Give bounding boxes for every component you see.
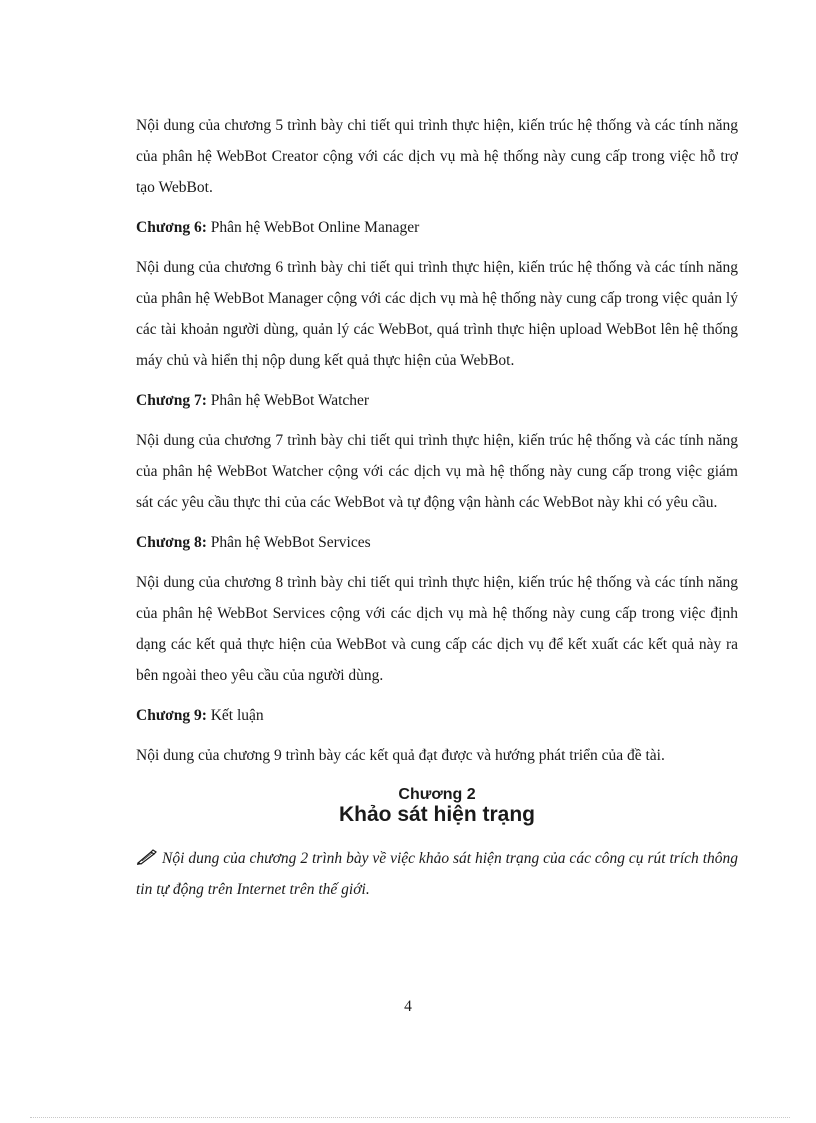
- chapter-heading-block: [136, 787, 738, 827]
- chapter-9-title: Kết luận: [210, 707, 264, 724]
- paragraph-chapter-6-summary: Nội dung của chương 6 trình bày chi tiết qui trình thực hiện, kiến trúc hệ thống và các tính năng của phân hệ WebBot Manager cộng với các dịch vụ mà hệ thống này cung cấp trong việc quản lý các tài khoản người dùng, quản lý các WebBot, quá trình thực hiện upload WebBot lên hệ thống máy chủ và hiển thị nộp dung kết quả thực hiện của WebBot.: [136, 259, 738, 369]
- chapter-8-label: Chương 8:: [136, 534, 207, 551]
- page-number: 4: [404, 998, 412, 1015]
- chapter-8-title: Phân hệ WebBot Services: [210, 534, 371, 551]
- chapter-title: Khảo sát hiện trạng: [338, 803, 536, 826]
- page-content: [136, 110, 738, 905]
- heading-chapter-9: [136, 700, 738, 731]
- chapter-7-label: Chương 7:: [136, 392, 207, 409]
- paragraph-chapter-7-summary: Nội dung của chương 7 trình bày chi tiết qui trình thực hiện, kiến trúc hệ thống và các tính năng của phân hệ WebBot Watcher cộng với các dịch vụ mà hệ thống này cung cấp trong việc giám sát các yêu cầu thực thi của các WebBot và tự động vận hành các WebBot này khi có yêu cầu.: [136, 432, 738, 511]
- paragraph-chapter-8-summary: Nội dung của chương 8 trình bày chi tiết qui trình thực hiện, kiến trúc hệ thống và các tính năng của phân hệ WebBot Services cộng với các dịch vụ mà hệ thống này cung cấp trong việc định dạng các kết quả thực hiện của WebBot và cung cấp các dịch vụ để kết xuất các kết quả này ra bên ngoài theo yêu cầu của người dùng.: [136, 574, 738, 684]
- page-bottom-divider: [30, 1117, 790, 1118]
- chapter-intro-text: Nội dung của chương 2 trình bày về việc khảo sát hiện trạng của các công cụ rút trích thông tin tự động trên Internet trên thế giới.: [136, 850, 738, 898]
- heading-chapter-7: [136, 385, 738, 416]
- pen-writing-icon: [136, 845, 158, 861]
- chapter-9-label: Chương 9:: [136, 707, 207, 724]
- chapter-intro: [136, 843, 738, 905]
- heading-chapter-8: [136, 527, 738, 558]
- chapter-7-title: Phân hệ WebBot Watcher: [210, 392, 370, 409]
- heading-chapter-6: [136, 212, 738, 243]
- chapter-6-label: Chương 6:: [136, 219, 207, 236]
- chapter-number-label: Chương 2: [398, 786, 476, 803]
- paragraph-chapter-9-summary: Nội dung của chương 9 trình bày các kết quả đạt được và hướng phát triển của đề tài.: [136, 747, 665, 764]
- chapter-6-title: Phân hệ WebBot Online Manager: [210, 219, 420, 236]
- paragraph-chapter-5-summary: Nội dung của chương 5 trình bày chi tiết qui trình thực hiện, kiến trúc hệ thống và các tính năng của phân hệ WebBot Creator cộng với các dịch vụ mà hệ thống này cung cấp trong việc hỗ trợ tạo WebBot.: [136, 117, 738, 196]
